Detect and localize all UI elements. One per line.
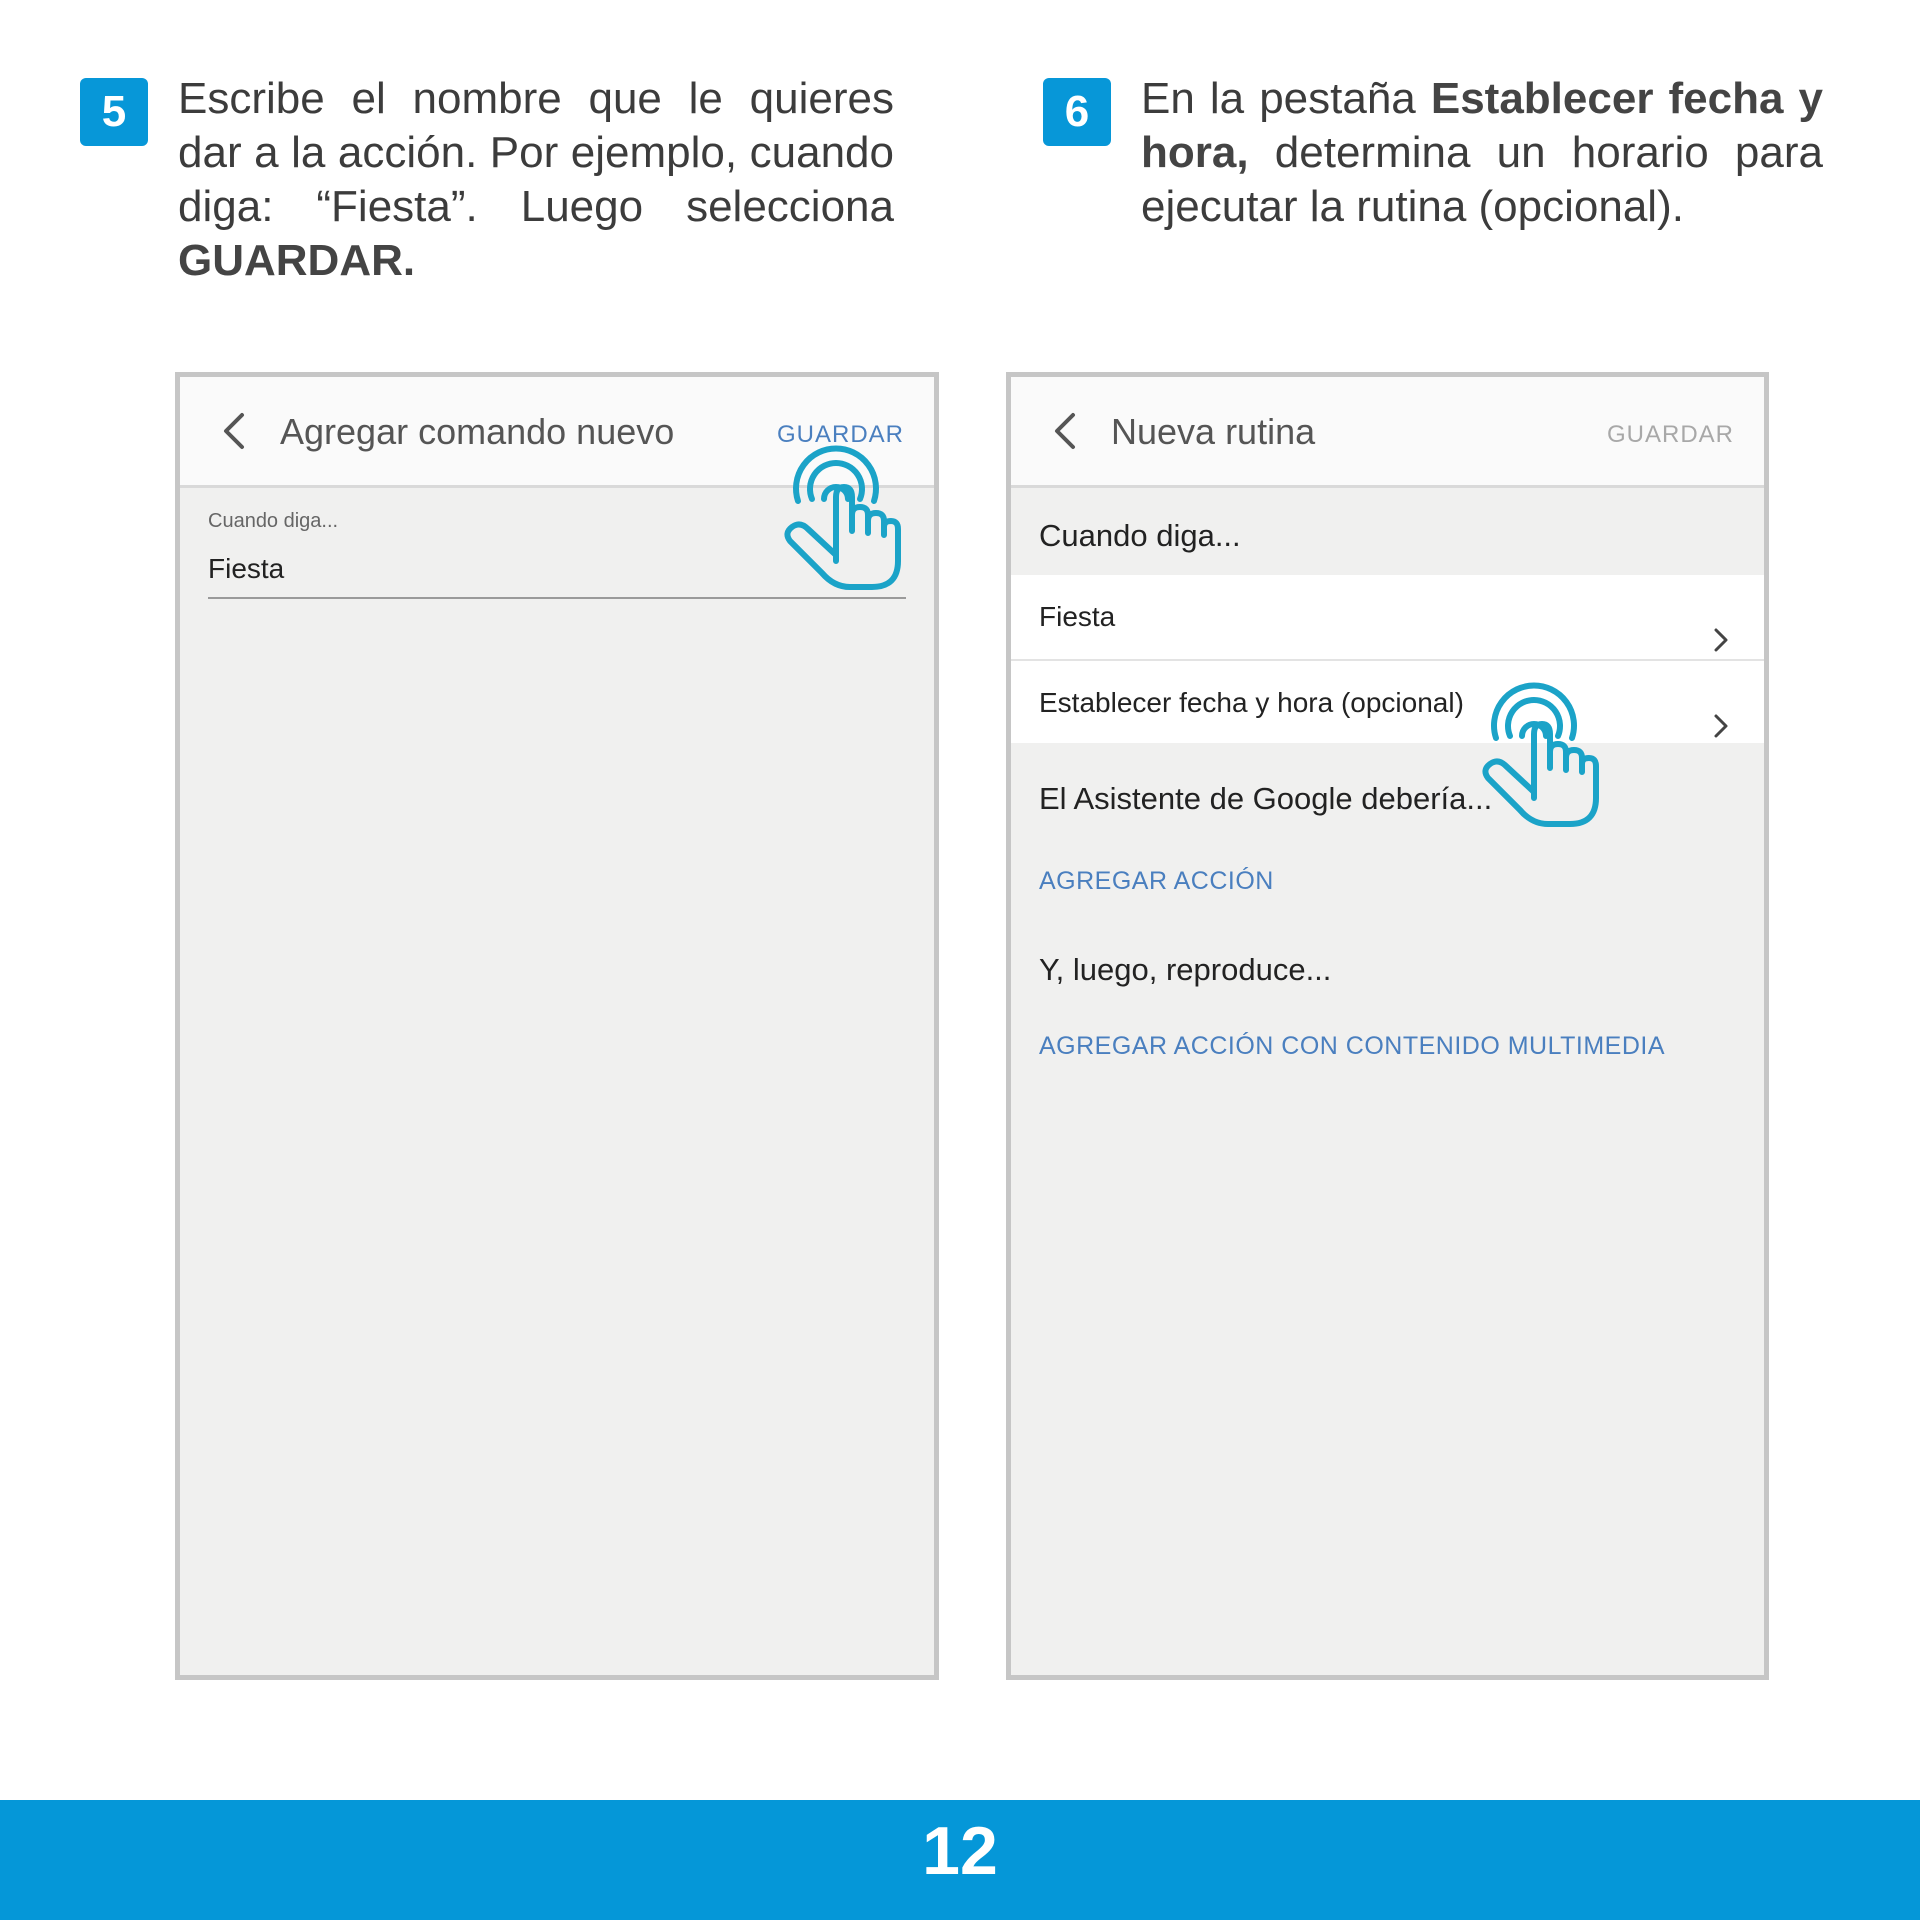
section-when-say: Cuando diga... bbox=[1039, 518, 1241, 553]
tap-hand-icon bbox=[1474, 680, 1604, 830]
save-button[interactable]: GUARDAR bbox=[776, 421, 904, 448]
list-item-command[interactable] bbox=[1011, 575, 1764, 659]
step-6-instruction bbox=[1043, 72, 1823, 252]
page-number: 12 bbox=[922, 1813, 998, 1889]
add-action-link[interactable]: AGREGAR ACCIÓN bbox=[1039, 867, 1274, 895]
save-button[interactable]: GUARDAR bbox=[1606, 421, 1734, 448]
step-6-badge: 6 bbox=[1043, 78, 1111, 146]
chevron-right-icon bbox=[1712, 689, 1730, 717]
step-6-text bbox=[1141, 72, 1823, 234]
page-title: Nueva rutina bbox=[1111, 411, 1316, 452]
section-then-play: Y, luego, reproduce... bbox=[1039, 952, 1332, 987]
step-6-text-bold: Establecer fecha y hora, bbox=[1141, 74, 1823, 177]
command-input[interactable]: Fiesta bbox=[208, 553, 285, 584]
list-item-datetime-label: Establecer fecha y hora (opcional) bbox=[1039, 687, 1464, 718]
back-arrow-icon[interactable] bbox=[1045, 409, 1085, 453]
list-item-set-datetime[interactable] bbox=[1011, 659, 1764, 743]
step-6-text-a: En la pestaña bbox=[1141, 74, 1431, 123]
chevron-right-icon bbox=[1712, 603, 1730, 631]
step-5-badge: 5 bbox=[80, 78, 148, 146]
page-title: Agregar comando nuevo bbox=[280, 411, 675, 452]
command-field-label: Cuando diga... bbox=[208, 510, 339, 532]
step-5-text-plain: Escribe el nombre que le quieres dar a la acción. Por ejemplo, cuando diga: “Fiesta”. Luego selecciona bbox=[178, 74, 894, 231]
input-underline bbox=[208, 597, 906, 599]
step-5-text bbox=[178, 72, 894, 288]
step-5-text-bold: GUARDAR. bbox=[178, 236, 416, 285]
footer-bar bbox=[0, 1800, 1920, 1920]
app-bar bbox=[1011, 377, 1764, 488]
step-6-text-b: determina un horario para ejecutar la rutina (opcional). bbox=[1141, 128, 1823, 231]
section-assistant-should: El Asistente de Google debería... bbox=[1039, 781, 1493, 816]
screen-new-routine bbox=[1006, 372, 1769, 1680]
add-media-action-link[interactable]: AGREGAR ACCIÓN CON CONTENIDO MULTIMEDIA bbox=[1039, 1032, 1666, 1060]
list-item-command-label: Fiesta bbox=[1039, 601, 1116, 632]
step-5-instruction bbox=[80, 72, 900, 302]
tap-hand-icon bbox=[776, 443, 906, 593]
back-arrow-icon[interactable] bbox=[214, 409, 254, 453]
